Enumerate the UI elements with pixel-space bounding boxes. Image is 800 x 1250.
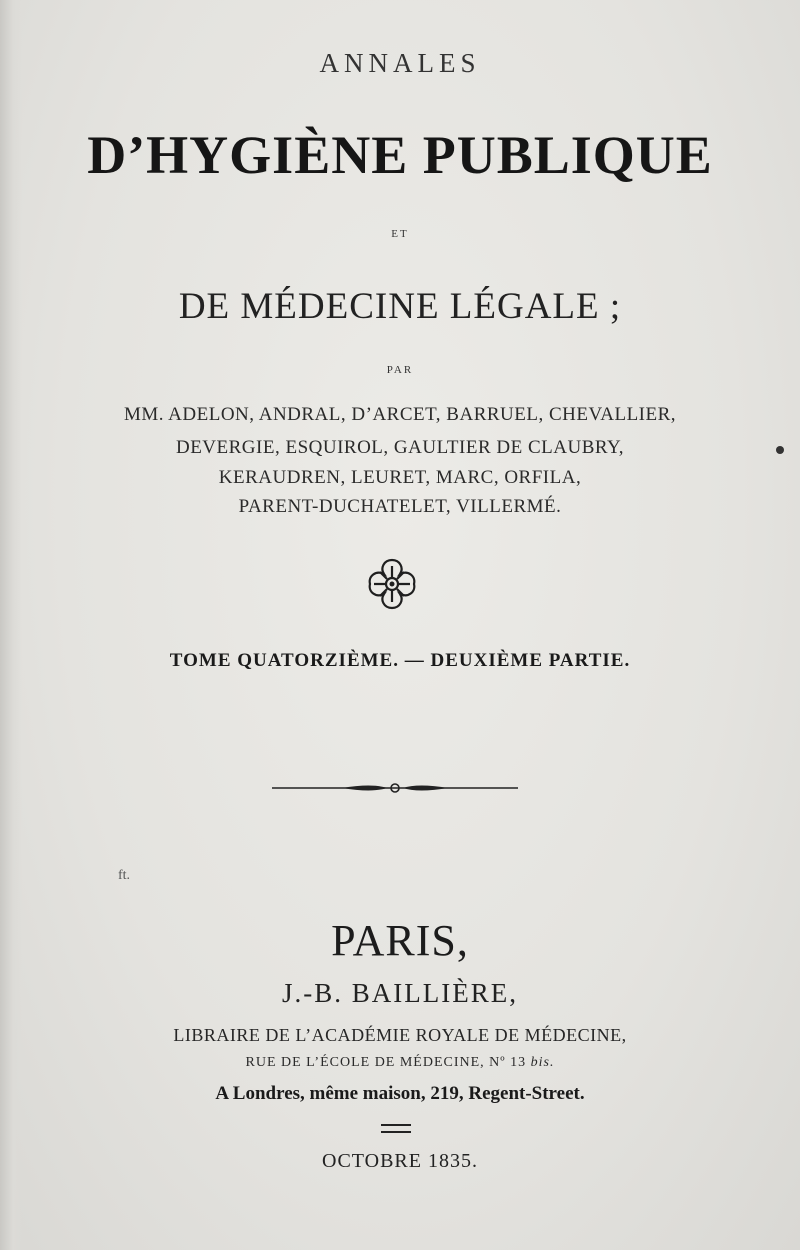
- authors-line: MM. ADELON, ANDRAL, D’ARCET, BARRUEL, CHEVALLIER,: [123, 404, 677, 425]
- rosette-ornament-icon: [364, 556, 420, 612]
- subtitle: DE MÉDECINE LÉGALE ;: [178, 286, 622, 327]
- publisher-title: LIBRAIRE DE L’ACADÉMIE ROYALE DE MÉDECINE,: [173, 1025, 627, 1045]
- series-title: ANNALES: [319, 48, 481, 78]
- double-rule: [381, 1124, 411, 1133]
- authors-line: PARENT-DUCHATELET, VILLERMÉ.: [238, 496, 562, 517]
- authors-line: DEVERGIE, ESQUIROL, GAULTIER DE CLAUBRY,: [175, 437, 625, 458]
- publication-date: OCTOBRE 1835.: [322, 1150, 478, 1172]
- address-suffix: bis.: [530, 1055, 555, 1070]
- london-address: A Londres, même maison, 219, Regent-Street.: [215, 1083, 585, 1104]
- publisher-address: [0, 1055, 800, 1071]
- city: PARIS,: [331, 916, 469, 965]
- main-title: D’HYGIÈNE PUBLIQUE: [87, 125, 713, 185]
- conjunction: ET: [391, 228, 409, 240]
- address-text: RUE DE L’ÉCOLE DE MÉDECINE, Nº 13: [245, 1055, 527, 1070]
- volume-label: TOME QUATORZIÈME. — DEUXIÈME PARTIE.: [169, 650, 631, 671]
- authors-line: KERAUDREN, LEURET, MARC, ORFILA,: [218, 467, 582, 488]
- by-label: PAR: [386, 364, 414, 376]
- publisher-name: J.-B. BAILLIÈRE,: [282, 978, 518, 1008]
- stray-mark: ft.: [118, 868, 131, 883]
- decorative-rule-icon: [272, 778, 518, 798]
